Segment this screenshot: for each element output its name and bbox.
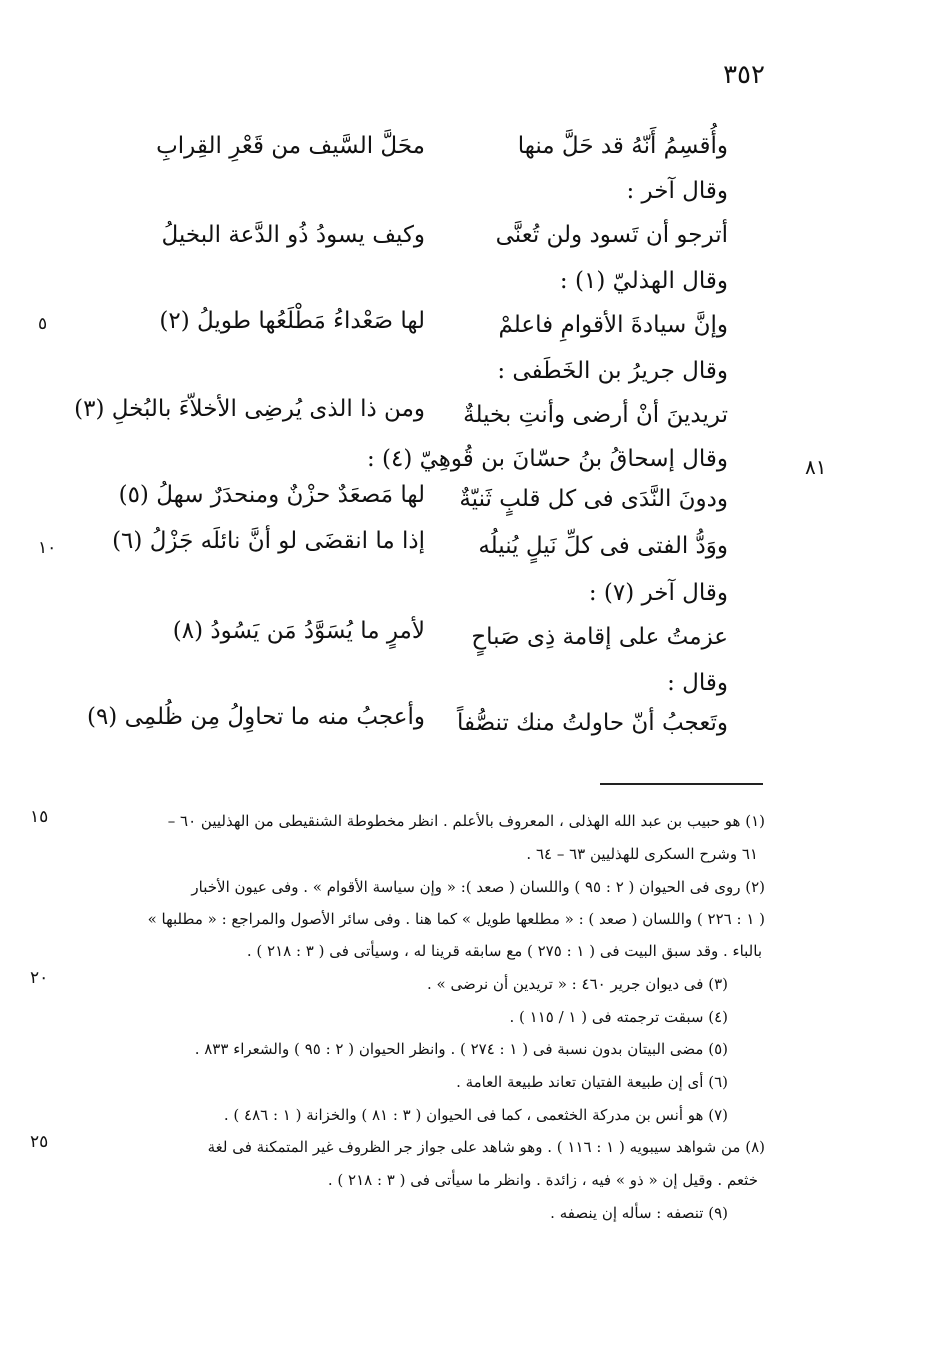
footnote-4: (٤) سبقت ترجمته فى ( ١ / ١١٥ ) . <box>509 1008 728 1026</box>
verse-5-right: وإنَّ سيادةَ الأقوامِ فاعلمْ <box>498 312 728 338</box>
verse-14-right: وتَعجبُ أنّ حاولتُ منك تنصُّفاً <box>456 710 728 736</box>
verse-12-left: لأمرٍ ما يُسَوَّدُ مَن يَسُودُ (٨) <box>172 618 425 644</box>
footnote-8-line-2: خثعم . وقيل إن « ذو » فيه ، زائدة . وانظر ما سيأتى فى ( ٣ : ٢١٨ ) . <box>327 1171 758 1189</box>
footnote-3: (٣) فى ديوان جرير ٤٦٠ : « تريدين أن نرضى » . <box>426 975 728 993</box>
margin-number-15: ١٥ <box>30 807 49 827</box>
footnote-2-line-2: ( ١ : ٢٢٦ ) واللسان ( صعد ) : « مطلعها طويل » كما هنا . وفى سائر الأصول والمراجع : « مطلبها » <box>147 910 765 928</box>
verse-intro-13: وقال : <box>667 670 728 696</box>
margin-number-20: ٢٠ <box>30 968 49 988</box>
verse-intro-4: وقال الهذليّ (١) : <box>559 268 728 294</box>
verse-intro-2: وقال آخر : <box>626 178 728 204</box>
verse-7-left: ومن ذا الذى يُرضِى الأخلاّءَ بالبُخلِ (٣) <box>74 396 425 422</box>
footnote-6: (٦) أى إن طبيعة الفتيان تعاند طبيعة العامة . <box>456 1073 728 1091</box>
footnote-separator <box>600 783 763 785</box>
verse-9-left: لها مَصعَدٌ حزْنٌ ومنحدَرٌ سهلُ (٥) <box>118 482 425 508</box>
footnote-1-line-1: (١) هو حبيب بن عبد الله الهذلى ، المعروف بالأعلم . انظر مخطوطة الشنقيطى من الهذليين ٦٠ – <box>167 812 765 830</box>
verse-1-left: محَلَّ السَّيف من قَعْرِ القِرابِ <box>156 133 425 159</box>
verse-10-left: إذا ما انقضَى لو أنَّ نائلَه جَزْلُ (٦) <box>112 528 425 554</box>
footnote-1-line-2: ٦١ وشرح السكرى للهذليين ٦٣ – ٦٤ . <box>526 845 758 863</box>
verse-5-left: لها صَعْداءُ مَطْلَعُها طويلُ (٢) <box>159 308 425 334</box>
footnote-5: (٥) مضى البيتان بدون نسبة فى ( ١ : ٢٧٤ ) . وانظر الحيوان ( ٢ : ٩٥ ) والشعراء ٨٣٣ . <box>194 1040 728 1058</box>
margin-number-5: ٥ <box>38 314 48 334</box>
footnote-2-line-1: (٢) روى فى الحيوان ( ٢ : ٩٥ ) واللسان ( صعد ): « وإن سياسة الأقوام » . وفى عيون الأخبار <box>191 878 765 896</box>
verse-1-right: وأُقسِمُ أَنّهُ قد حَلَّ منها <box>517 133 728 159</box>
verse-9-right: ودونَ النَّدَى فى كل قلبٍ ثَنيّةٌ <box>459 486 728 512</box>
margin-number-81: ٨١ <box>805 455 827 479</box>
margin-number-25: ٢٥ <box>30 1132 49 1152</box>
verse-intro-8: وقال إسحاقُ بنُ حسّانَ بن قُوهِيّ (٤) : <box>366 446 728 472</box>
verse-intro-6: وقال جريرُ بن الخَطَفى : <box>497 358 728 384</box>
footnote-7: (٧) هو أنس بن مدركة الخثعمى ، كما فى الحيوان ( ٣ : ٨١ ) والخزانة ( ١ : ٤٨٦ ) . <box>223 1106 728 1124</box>
verse-intro-11: وقال آخر (٧) : <box>588 580 728 606</box>
margin-number-10: ١٠ <box>38 538 57 558</box>
footnote-2-line-3: بالباء . وقد سبق البيت فى ( ١ : ٢٧٥ ) مع سابقه قرينا له ، وسيأتى فى ( ٣ : ٢١٨ ) . <box>246 942 762 960</box>
verse-14-left: وأعجبُ منه ما تحاوِلُ مِن ظُلمِى (٩) <box>86 704 425 730</box>
verse-7-right: تريدينَ أنْ أرضى وأنتِ بخيلةٌ <box>463 402 728 428</box>
verse-3-left: وكيف يسودُ ذُو الدَّعة البخيلُ <box>161 222 425 248</box>
footnote-9: (٩) تنصفه : سأله إن ينصفه . <box>550 1204 728 1222</box>
footnote-8-line-1: (٨) من شواهد سيبويه ( ١ : ١١٦ ) . وهو شاهد على جواز جر الظروف غير المتمكنة فى لغة <box>207 1138 765 1156</box>
verse-3-right: أترجو أن تَسود ولن تُعنَّى <box>495 222 728 248</box>
verse-12-right: عزمتُ على إقامة ذِى صَباحٍ <box>471 624 728 650</box>
page-number: ٣٥٢ <box>723 60 765 90</box>
verse-10-right: ووَدُّ الفتى فى كلِّ نَيلٍ يُنيلُه <box>478 533 728 559</box>
